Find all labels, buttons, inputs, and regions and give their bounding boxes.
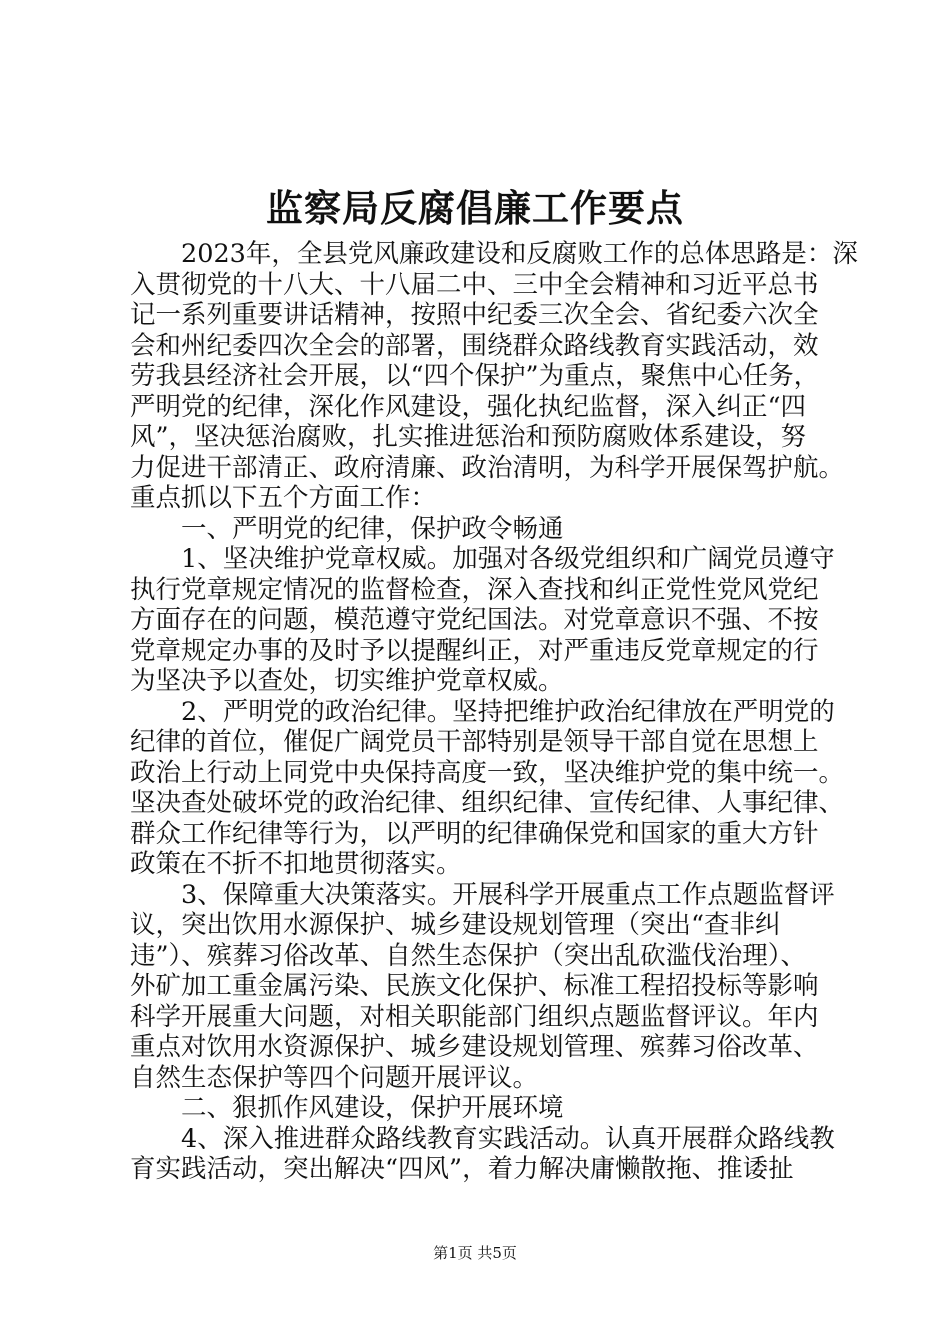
text-line: 1、坚决维护党章权威。加强对各级党组织和广阔党员遵守 — [130, 544, 835, 574]
text-line: 力促进干部清正、政府清廉、政治清明，为科学开展保驾护航。 — [130, 452, 845, 483]
text-line: 3、保障重大决策落实。开展科学开展重点工作点题监督评 — [130, 879, 835, 910]
text-line: 群众工作纪律等行为，以严明的纪律确保党和国家的重大方针 — [130, 818, 819, 849]
text-line: 一、严明党的纪律，保护政令畅通 — [130, 513, 564, 544]
text-line: 重点对饮用水资源保护、城乡建设规划管理、殡葬习俗改革、 — [130, 1032, 819, 1062]
text-line: 4、深入推进群众路线教育实践活动。认真开展群众路线教 — [130, 1123, 835, 1154]
text-line: 劳我县经济社会开展，以“四个保护”为重点，聚焦中心任务， — [130, 361, 820, 391]
text-line: 坚决查处破坏党的政治纪律、组织纪律、宣传纪律、人事纪律、 — [130, 788, 845, 818]
document-body — [130, 239, 858, 1185]
text-line: 科学开展重大问题，对相关职能部门组织点题监督评议。年内 — [130, 1001, 819, 1032]
page-footer: 第1页 共5页 — [433, 1244, 517, 1262]
text-line: 政策在不折不扣地贯彻落实。 — [130, 849, 462, 879]
text-line: 党章规定办事的及时予以提醒纠正，对严重违反党章规定的行 — [130, 635, 819, 666]
text-line: 执行党章规定情况的监督检查，深入查找和纠正党性党风党纪 — [130, 574, 819, 605]
text-line: 严明党的纪律，深化作风建设，强化执纪监督，深入纠正“四 — [130, 391, 807, 422]
text-line: 育实践活动，突出解决“四风”，着力解决庸懒散拖、推诿扯 — [130, 1154, 794, 1184]
text-line: 纪律的首位，催促广阔党员干部特别是领导干部自觉在思想上 — [130, 727, 819, 757]
text-line: 入贯彻党的十八大、十八届二中、三中全会精神和习近平总书 — [130, 269, 819, 300]
text-line: 政治上行动上同党中央保持高度一致，坚决维护党的集中统一。 — [130, 757, 845, 788]
text-line: 二、狠抓作风建设，保护开展环境 — [130, 1093, 564, 1123]
text-line: 议，突出饮用水源保护、城乡建设规划管理（突出“查非纠 — [130, 910, 781, 940]
document-title: 监察局反腐倡廉工作要点 — [266, 186, 684, 230]
text-line: 2、严明党的政治纪律。坚持把维护政治纪律放在严明党的 — [130, 696, 835, 727]
text-line: 2023年，全县党风廉政建设和反腐败工作的总体思路是：深 — [130, 239, 858, 269]
text-line: 记一系列重要讲话精神，按照中纪委三次全会、省纪委六次全 — [130, 300, 819, 330]
text-line: 风”，坚决惩治腐败，扎实推进惩治和预防腐败体系建设，努 — [130, 422, 807, 452]
text-line: 为坚决予以查处，切实维护党章权威。 — [130, 666, 564, 696]
text-line: 会和州纪委四次全会的部署，围绕群众路线教育实践活动，效 — [130, 330, 819, 361]
text-line: 违”）、殡葬习俗改革、自然生态保护（突出乱砍滥伐治理）、 — [130, 940, 807, 971]
text-line: 方面存在的问题，模范遵守党纪国法。对党章意识不强、不按 — [130, 605, 819, 635]
text-line: 外矿加工重金属污染、民族文化保护、标准工程招投标等影响 — [130, 971, 819, 1001]
text-line: 重点抓以下五个方面工作： — [130, 483, 437, 513]
text-line: 自然生态保护等四个问题开展评议。 — [130, 1062, 539, 1093]
